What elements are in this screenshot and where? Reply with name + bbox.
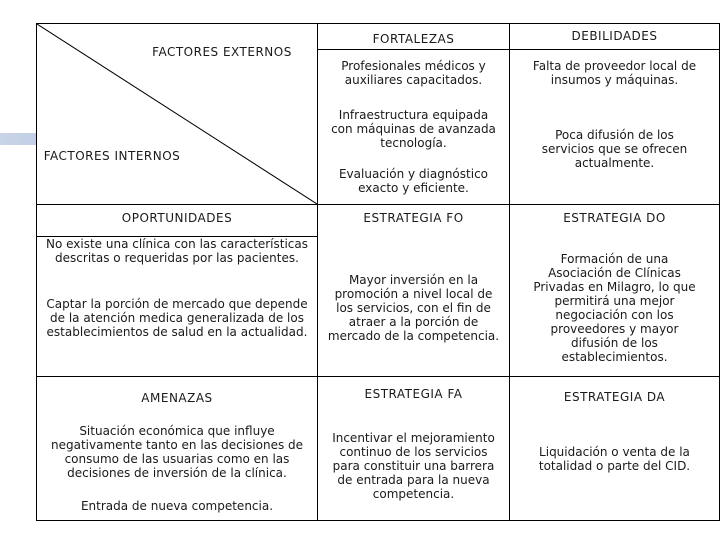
strategy-do-title: ESTRATEGIA DO (563, 211, 666, 225)
weakness-item: Falta de proveedor local de insumos y máquinas. (532, 59, 697, 87)
opportunity-item: No existe una clínica con las características descritas o requeridas por las pacientes. (45, 237, 309, 265)
strategy-fo-title: ESTRATEGIA FO (363, 211, 464, 225)
strategy-da-text: Liquidación o venta de la totalidad o parte del CID. (538, 445, 691, 473)
strength-item: Infraestructura equipada con máquinas de avanzada tecnología. (331, 108, 496, 150)
threat-item: Entrada de nueva competencia. (80, 499, 274, 513)
strengths-header-divider (317, 49, 719, 50)
foda-matrix (36, 23, 720, 521)
strategy-fa-text: Incentivar el mejoramiento continuo de los servicios para constituir una barrera de entrada para la nueva competencia. (332, 431, 495, 501)
strength-item: Profesionales médicos y auxiliares capacitados. (341, 59, 486, 87)
strategy-fo-text: Mayor inversión en la promoción a nivel local de los servicios, con el fin de atraer a la porción de mercado de la competencia. (327, 273, 500, 343)
external-factors-label: FACTORES EXTERNOS (152, 45, 292, 59)
strategy-do-text: Formación de una Asociación de Clínicas Privadas en Milagro, lo que permitirá una mejor negociación con los proveedores y mayor difusión de los establecimientos. (533, 252, 696, 364)
row-divider-threats (37, 376, 719, 377)
opportunity-item: Captar la porción de mercado que depende de la atención medica generalizada de los establecimientos de salud en la actualidad. (46, 297, 308, 339)
row-divider-opportunities (37, 204, 719, 205)
threat-item: Situación económica que influye negativamente tanto en las decisiones de consumo de las usuarias como en las decisiones de inversión de la clínica. (50, 424, 304, 480)
weakness-item: Poca difusión de los servicios que se ofrecen actualmente. (541, 128, 688, 170)
weaknesses-title: DEBILIDADES (571, 29, 658, 43)
strategy-fa-title: ESTRATEGIA FA (364, 387, 463, 401)
opportunities-title: OPORTUNIDADES (121, 211, 233, 225)
strategy-da-title: ESTRATEGIA DA (563, 390, 666, 404)
strengths-title: FORTALEZAS (372, 32, 455, 46)
internal-factors-label: FACTORES INTERNOS (43, 149, 181, 163)
threats-title: AMENAZAS (141, 391, 213, 405)
strength-item: Evaluación y diagnóstico exacto y eficiente. (338, 167, 489, 195)
